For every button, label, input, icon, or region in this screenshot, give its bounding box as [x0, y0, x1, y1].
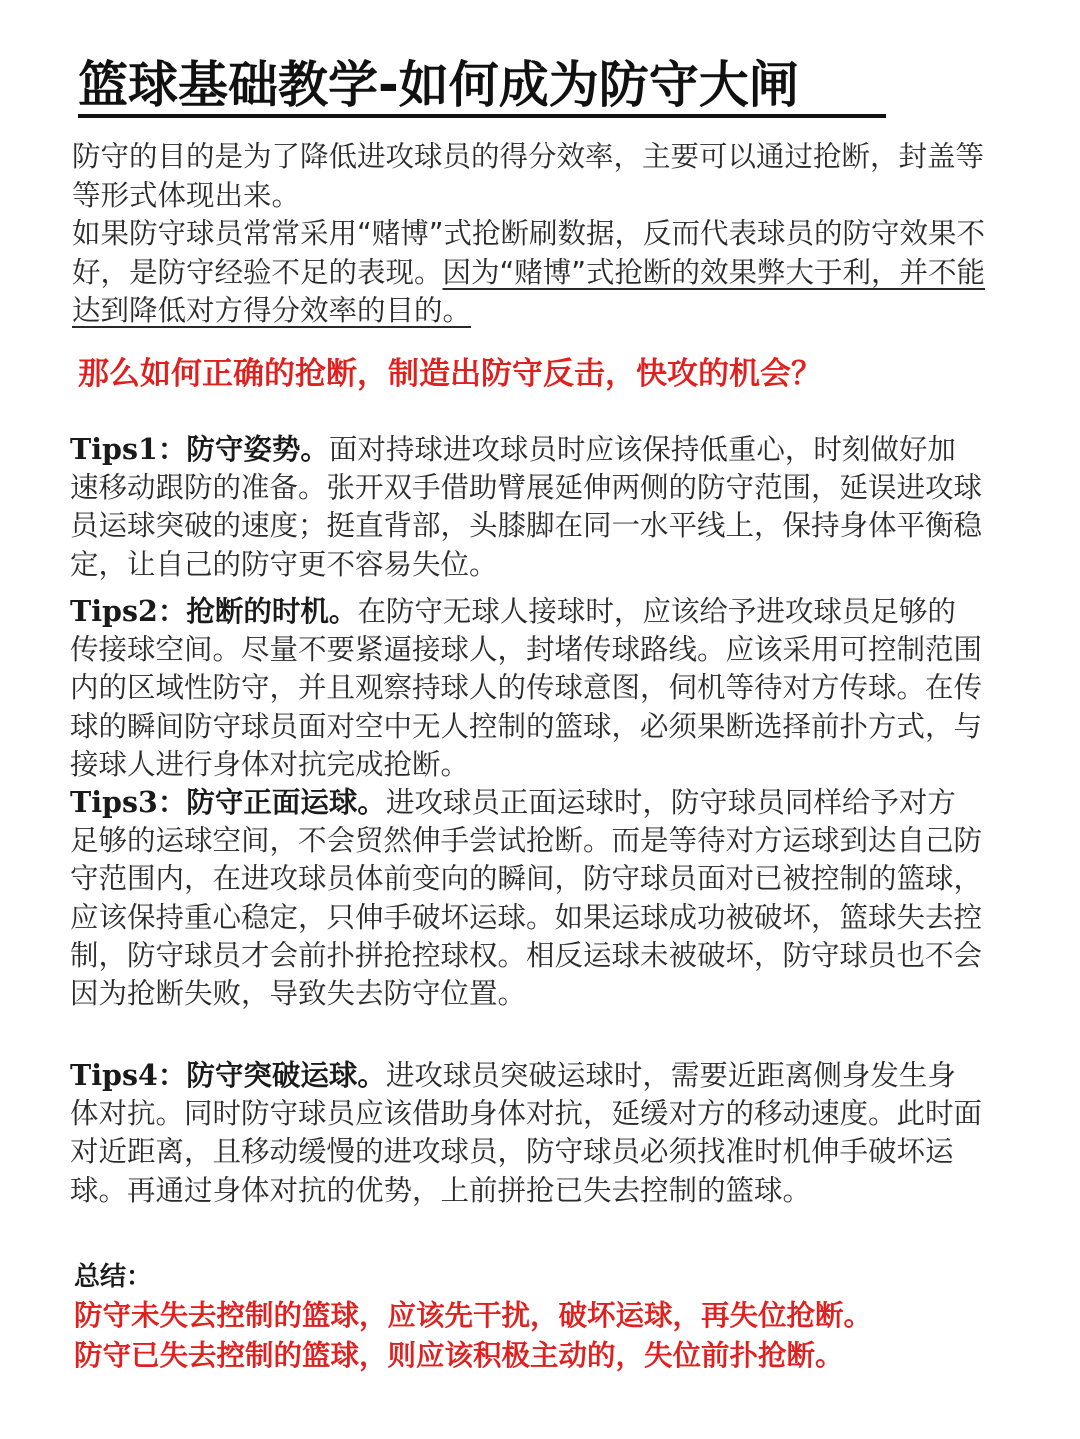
intro-paragraph-2-underlined: 因为“赌博”式抢断的效果弊大于利，并不能达到降低对方得分效率的目的。 — [72, 255, 986, 327]
tip-2-label: Tips2： — [70, 594, 187, 628]
intro-paragraph-1: 防守的目的是为了降低进攻球员的得分效率，主要可以通过抢断，封盖等等形式体现出来。 — [72, 140, 985, 212]
summary-line-2: 防守已失去控制的篮球，则应该积极主动的，失位前扑抢断。 — [74, 1339, 844, 1372]
tip-3 — [70, 783, 982, 1013]
tip-1 — [70, 430, 982, 584]
tip-4-body: 进攻球员突破运球时，需要近距离侧身发生身体对抗。同时防守球员应该借助身体对抗，延缓对方的移动速度。此时面对近距离，且移动缓慢的进攻球员，防守球员必须找准时机伸手破坏运球。再通过身体对抗的优势，上前拼抢已失去控制的篮球。 — [70, 1059, 983, 1207]
tip-4-label: Tips4： — [70, 1058, 187, 1092]
summary-title: 总结： — [74, 1262, 153, 1292]
title-underline — [78, 114, 886, 118]
tip-1-label: Tips1： — [70, 432, 187, 466]
tip-1-heading: 防守姿势。 — [186, 433, 329, 466]
intro-section — [72, 138, 1002, 331]
tip-2 — [70, 592, 982, 784]
tip-3-body: 进攻球员正面运球时，防守球员同样给予对方足够的运球空间，不会贸然伸手尝试抢断。而是等待对方运球到达自己防守范围内，在进攻球员体前变向的瞬间，防守球员面对已被控制的篮球，应该保持重心稳定，只伸手破坏运球。如果运球成功被破坏，篮球失去控制，防守球员才会前扑拼抢控球权。相反运球未被破坏，防守球员也不会因为抢断失败，导致失去防守位置。 — [70, 786, 983, 1011]
tip-3-heading: 防守正面运球。 — [186, 786, 386, 819]
tip-2-body: 在防守无球人接球时，应该给予进攻球员足够的传接球空间。尽量不要紧逼接球人，封堵传球路线。应该采用可控制范围内的区域性防守，并且观察持球人的传球意图，伺机等待对方传球。在传球的瞬间防守球员面对空中无人控制的篮球，必须果断选择前扑方式，与接球人进行身体对抗完成抢断。 — [70, 595, 983, 781]
intro-paragraph-2-plain: 如果防守球员常常采用“赌博”式抢断刷数据，反而代表球员的防守效果不好，是防守经验不足的表现。 — [72, 217, 986, 289]
summary-section — [74, 1296, 1004, 1376]
key-question: 那么如何正确的抢断，制造出防守反击，快攻的机会？ — [78, 356, 822, 392]
summary-line-1: 防守未失去控制的篮球，应该先干扰，破坏运球，再失位抢断。 — [74, 1299, 873, 1332]
intro-paragraph-2 — [72, 215, 1002, 331]
tip-4-heading: 防守突破运球。 — [186, 1059, 386, 1092]
page-title: 篮球基础教学-如何成为防守大闸 — [78, 56, 799, 114]
tip-3-label: Tips3： — [70, 785, 187, 819]
tip-1-body: 面对持球进攻球员时应该保持低重心，时刻做好加速移动跟防的准备。张开双手借助臂展延伸两侧的防守范围，延误进攻球员运球突破的速度；挺直背部，头膝脚在同一水平线上，保持身体平衡稳定，让自己的防守更不容易失位。 — [70, 433, 983, 581]
tip-4 — [70, 1056, 982, 1210]
tip-2-heading: 抢断的时机。 — [186, 595, 358, 628]
